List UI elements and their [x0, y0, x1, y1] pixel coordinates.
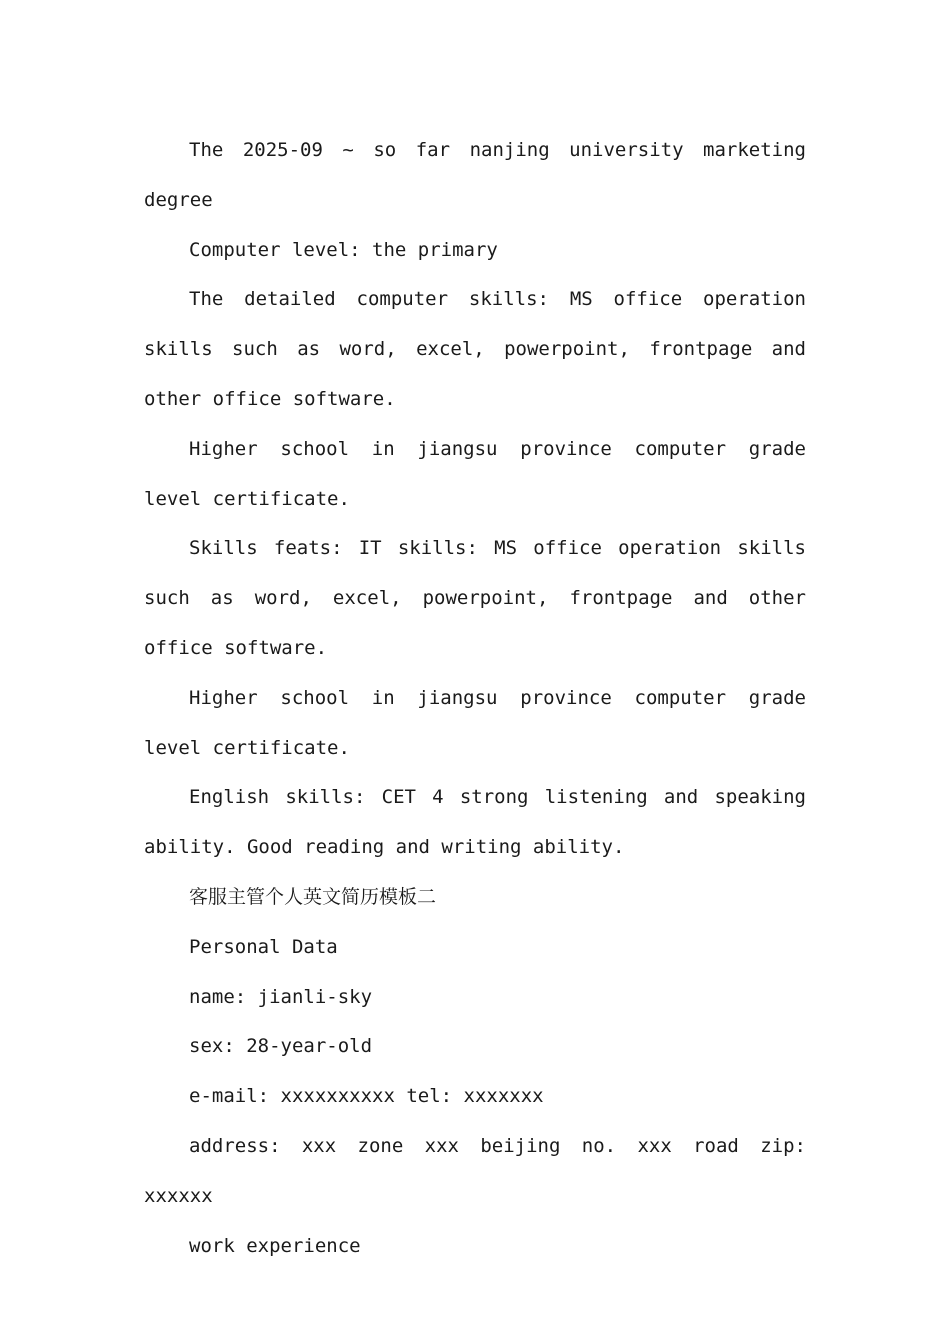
address-line: address: xxx zone xxx beijing no. xxx road zip: xxxxxx: [144, 1134, 806, 1207]
document-body: [144, 126, 806, 1271]
work-experience-heading: work experience: [189, 1234, 361, 1257]
computer-skills-detail: The detailed computer skills: MS office operation skills such as word, excel, powerpoint, frontpage and other office software.: [144, 288, 806, 410]
english-skills: English skills: CET 4 strong listening and speaking ability. Good reading and writing ability.: [144, 786, 806, 859]
name-line: name: jianli-sky: [189, 985, 373, 1008]
personal-data-heading: Personal Data: [189, 935, 338, 958]
education-entry: The 2025-09 ~ so far nanjing university marketing degree: [144, 139, 806, 211]
section-title-chinese: 客服主管个人英文简历模板二: [189, 885, 437, 908]
sex-line: sex: 28-year-old: [189, 1035, 373, 1058]
contact-line: e-mail: xxxxxxxxxx tel: xxxxxxx: [189, 1085, 544, 1108]
computer-level: Computer level: the primary: [189, 238, 498, 261]
computer-certificate: Higher school in jiangsu province computer grade level certificate.: [144, 437, 806, 510]
computer-certificate-repeat: Higher school in jiangsu province computer grade level certificate.: [144, 686, 806, 759]
skills-feats: Skills feats: IT skills: MS office operation skills such as word, excel, powerpoint, frontpage and other office software.: [144, 537, 806, 659]
